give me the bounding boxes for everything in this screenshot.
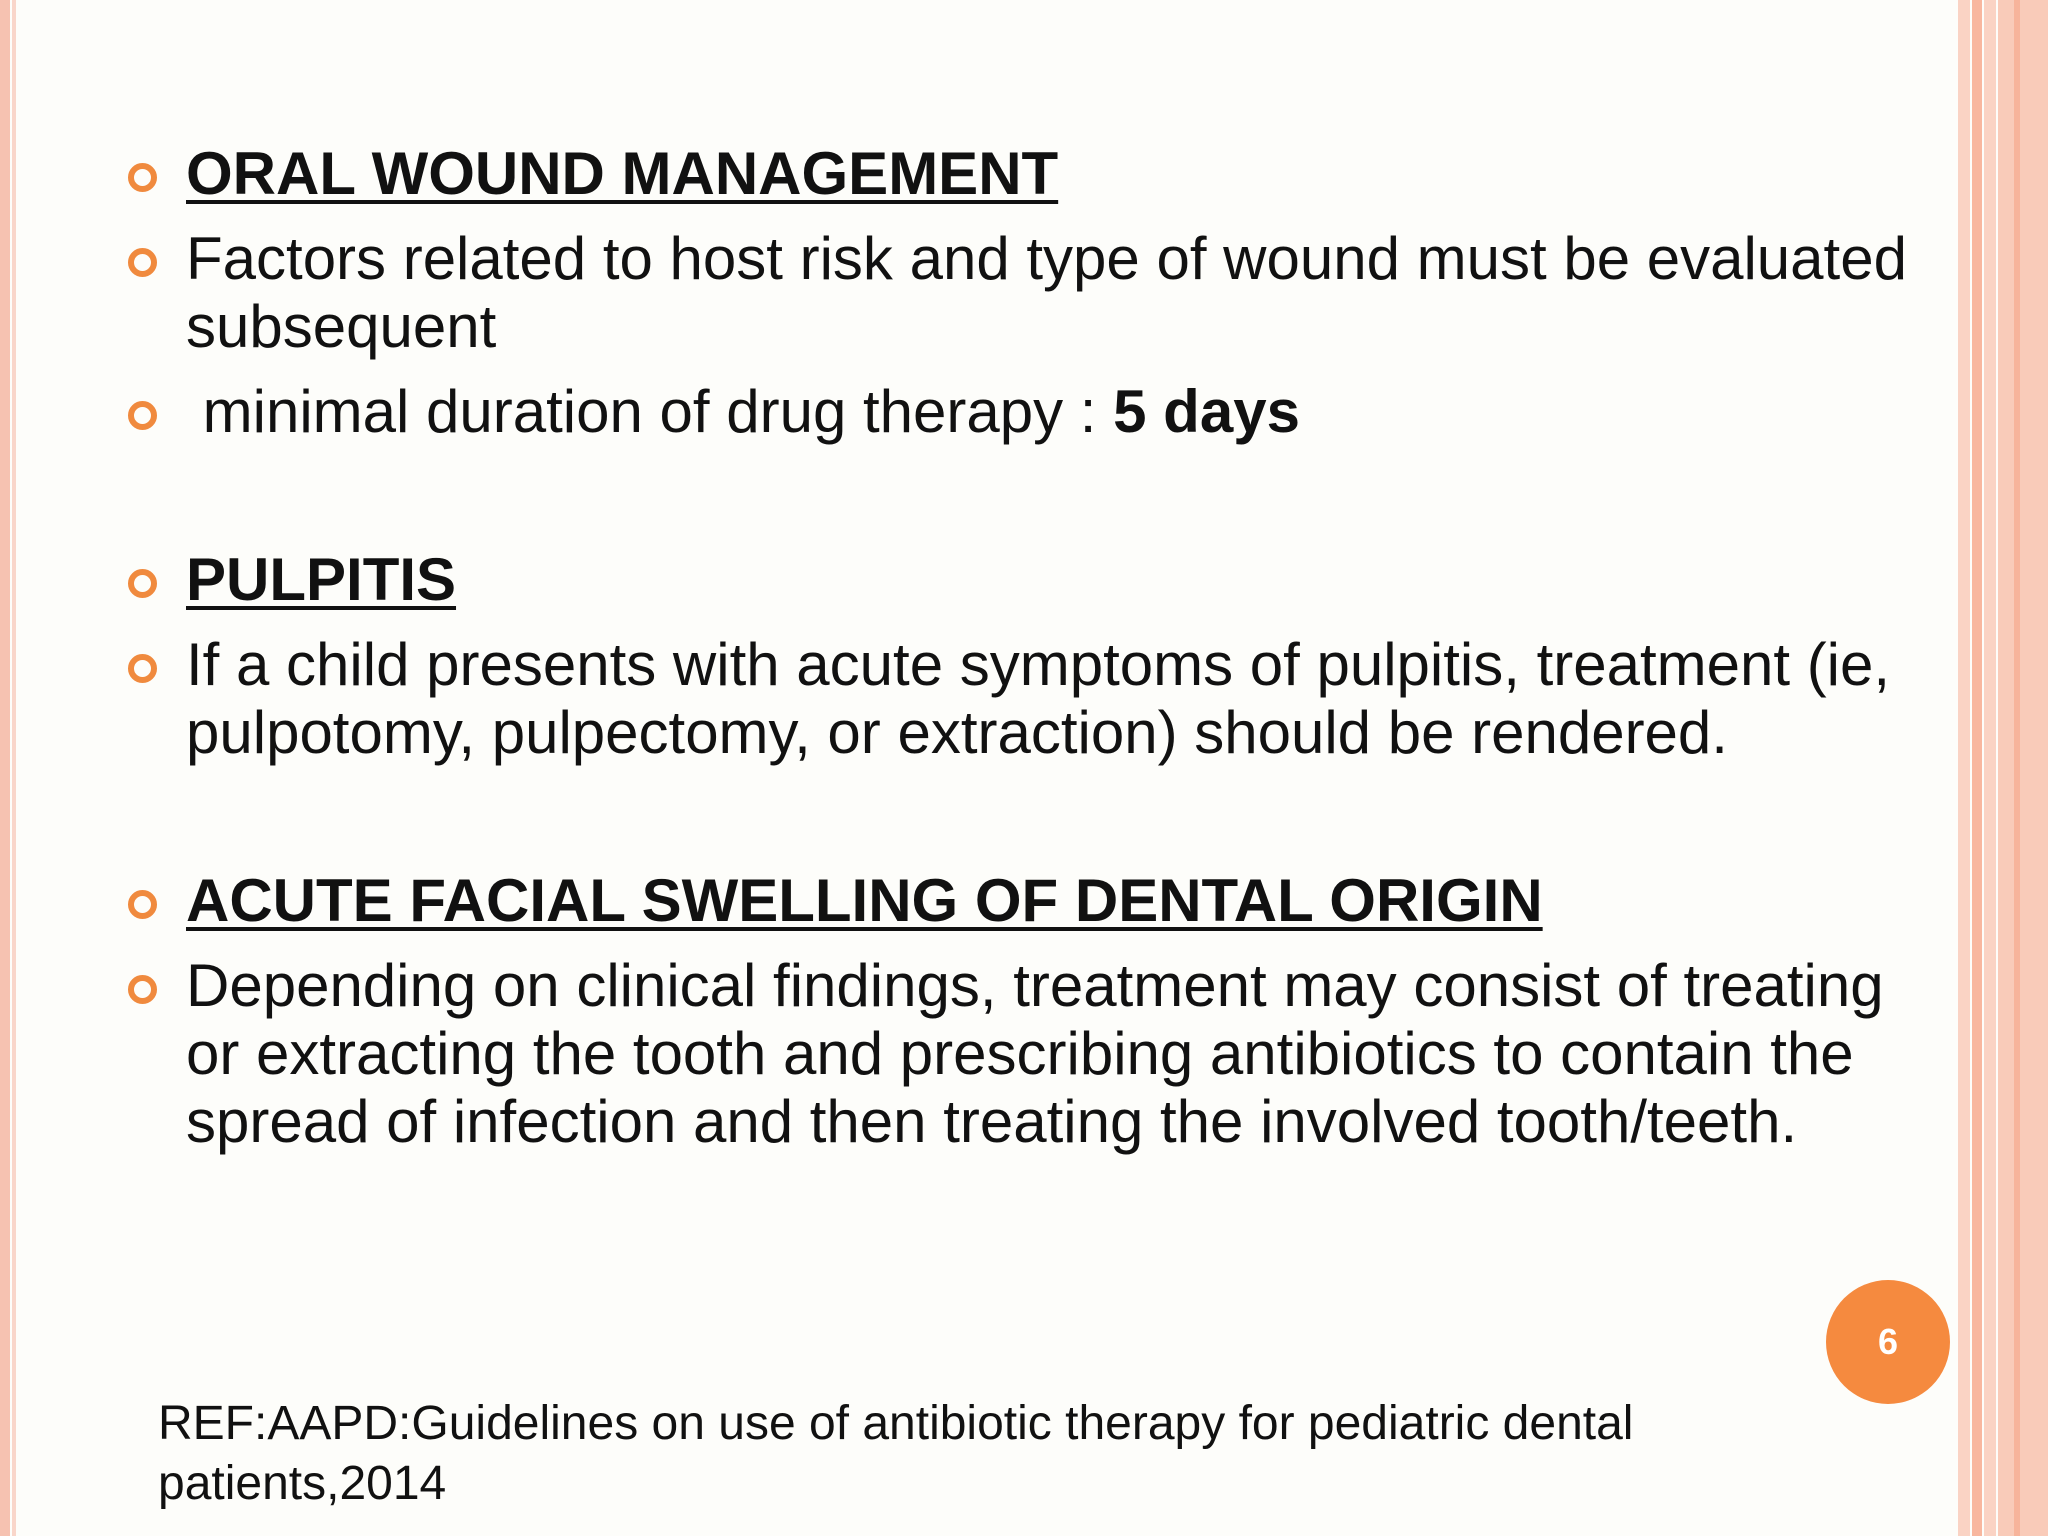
ring-bullet-icon — [128, 569, 157, 598]
ring-bullet-icon — [128, 654, 157, 683]
heading-text: ACUTE FACIAL SWELLING OF DENTAL ORIGIN — [186, 867, 1543, 934]
page-number-badge: 6 — [1826, 1280, 1950, 1404]
right-border-stripe — [1958, 0, 1970, 1536]
ring-bullet-icon — [128, 890, 157, 919]
section-heading-oral-wound — [120, 140, 1940, 208]
bullet-text: If a child presents with acute symptoms of pulpitis, treatment (ie, pulpotomy, pulpectomy, or extraction) should be rendered. — [186, 631, 1891, 766]
right-border-stripe — [1972, 0, 1982, 1536]
heading-text: ORAL WOUND MANAGEMENT — [186, 140, 1059, 207]
ring-bullet-icon — [128, 401, 157, 430]
section-heading-pulpitis — [120, 546, 1940, 614]
ring-bullet-icon — [128, 248, 157, 277]
section-heading-facial-swelling — [120, 867, 1940, 935]
bullet-item — [120, 378, 1940, 446]
bullet-text: Depending on clinical findings, treatment may consist of treating or extracting the tooth and prescribing antibiotics to contain the spread of infection and then treating the involved tooth/teeth. — [186, 952, 1884, 1155]
ring-bullet-icon — [128, 975, 157, 1004]
bullet-list — [120, 140, 1940, 1156]
left-border-stripe — [0, 0, 10, 1536]
ring-bullet-icon — [128, 163, 157, 192]
bullet-text: minimal duration of drug therapy : — [186, 378, 1114, 445]
right-border-stripe — [1984, 0, 1996, 1536]
bullet-item — [120, 631, 1940, 767]
bullet-item — [120, 225, 1940, 361]
right-border-stripe — [2014, 0, 2020, 1536]
emphasis-text: 5 days — [1113, 378, 1300, 445]
right-border-stripe — [1998, 0, 2048, 1536]
bullet-text: Factors related to host risk and type of wound must be evaluated subsequent — [186, 225, 1907, 360]
bullet-item — [120, 952, 1886, 1156]
heading-text: PULPITIS — [186, 546, 457, 613]
left-border-stripe-inner — [12, 0, 16, 1536]
reference-text: REF:AAPD:Guidelines on use of antibiotic therapy for pediatric dental patients,2014 — [158, 1397, 1634, 1510]
